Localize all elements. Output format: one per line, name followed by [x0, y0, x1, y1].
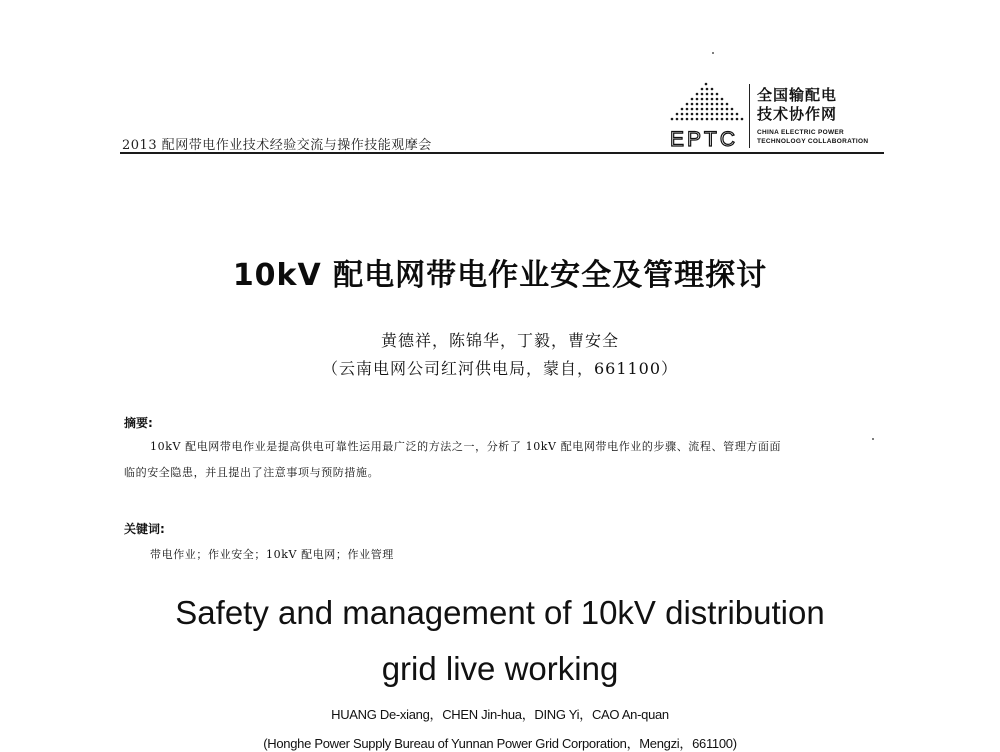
paper-title-en-line1: Safety and management of 10kV distribution	[175, 594, 825, 631]
scan-speck	[872, 438, 874, 440]
authors-en: HUANG De-xiang，CHEN Jin-hua，DING Yi，CAO An-quan	[331, 707, 669, 722]
abstract-label: 摘要:	[124, 416, 153, 430]
conference-header: 2013 配网带电作业技术经验交流与操作技能观摩会	[122, 138, 432, 153]
logo-cn-line2: 技术协作网	[757, 105, 838, 123]
paper-title-en-line2: grid live working	[381, 650, 619, 687]
logo-cn-line1: 全国输配电	[757, 86, 838, 104]
scan-speck	[712, 52, 714, 54]
logo-divider	[749, 84, 750, 148]
logo-mark-text: EPTC	[669, 128, 739, 151]
paper-title-cn: 10kV 配电网带电作业安全及管理探讨	[232, 258, 768, 293]
abstract-text-line1: 10kV 配电网带电作业是提高供电可靠性运用最广泛的方法之一，分析了 10kV 配电网带电作业的步骤、流程、管理方面面	[150, 440, 782, 453]
affiliation-cn: （云南电网公司红河供电局，蒙自，661100）	[321, 359, 679, 378]
abstract-text-line2: 临的安全隐患，并且提出了注意事项与预防措施。	[124, 466, 380, 479]
keywords-text: 带电作业；作业安全；10kV 配电网；作业管理	[150, 548, 394, 561]
keywords-label: 关键词:	[124, 522, 165, 536]
logo-en-line1: CHINA ELECTRIC POWER	[757, 129, 845, 136]
eptc-logo-icon	[660, 76, 748, 152]
header-rule	[120, 152, 884, 154]
affiliation-en: (Honghe Power Supply Bureau of Yunnan Power Grid Corporation，Mengzi，661100)	[263, 736, 737, 751]
authors-cn: 黄德祥，陈锦华，丁毅，曹安全	[380, 331, 619, 350]
logo-en-line2: TECHNOLOGY COLLABORATION	[757, 138, 869, 145]
